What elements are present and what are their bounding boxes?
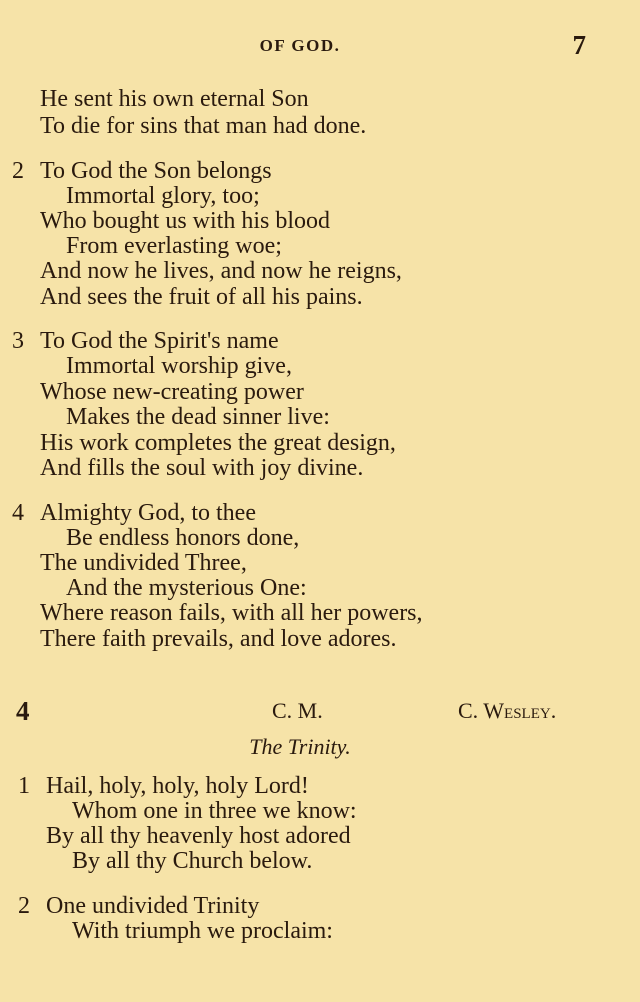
verse-line: Where reason fails, with all her powers, (40, 600, 423, 626)
verse-line: To die for sins that man had done. (40, 113, 367, 139)
verse-line: Immortal glory, too; (66, 183, 260, 209)
stanza-number: 3 (12, 328, 24, 354)
hymn-title: The Trinity. (249, 734, 351, 759)
verse-line: By all thy heavenly host adored (46, 823, 351, 849)
verse-line: There faith prevails, and love adores. (40, 626, 397, 652)
running-title: OF GOD. (259, 36, 341, 55)
verse-line: And now he lives, and now he reigns, (40, 258, 402, 284)
stanza-number: 4 (12, 500, 24, 526)
verse-line: Hail, holy, holy, holy Lord! (46, 773, 309, 799)
page-number: 7 (572, 30, 586, 60)
verse-line: To God the Son belongs (40, 158, 272, 184)
verse-line: And fills the soul with joy divine. (40, 455, 364, 481)
verse-line: Be endless honors done, (66, 525, 300, 551)
verse-line: And sees the fruit of all his pains. (40, 284, 363, 310)
verse-line: Almighty God, to thee (40, 500, 256, 526)
verse-line: From everlasting woe; (66, 233, 282, 259)
stanza-number: 2 (18, 893, 30, 919)
verse-line: And the mysterious One: (66, 575, 307, 601)
verse-line: Whom one in three we know: (72, 798, 357, 824)
verse-line: Who bought us with his blood (40, 208, 331, 234)
hymn-number: 4 (16, 696, 30, 726)
stanza-number: 2 (12, 158, 24, 184)
stanza-number: 1 (18, 773, 30, 799)
verse-line: The undivided Three, (40, 550, 247, 576)
verse-line: Whose new-creating power (40, 379, 304, 405)
verse-line: Immortal worship give, (66, 353, 292, 379)
verse-line: One undivided Trinity (46, 893, 260, 919)
hymn-author: C. Wesley. (458, 698, 557, 723)
verse-line: Makes the dead sinner live: (66, 404, 330, 430)
verse-line: With triumph we proclaim: (72, 918, 333, 944)
verse-line: To God the Spirit's name (40, 328, 279, 354)
verse-line: By all thy Church below. (72, 848, 313, 874)
verse-line: His work completes the great design, (40, 430, 396, 456)
hymn-meter: C. M. (272, 698, 323, 723)
verse-line: He sent his own eternal Son (40, 86, 309, 112)
